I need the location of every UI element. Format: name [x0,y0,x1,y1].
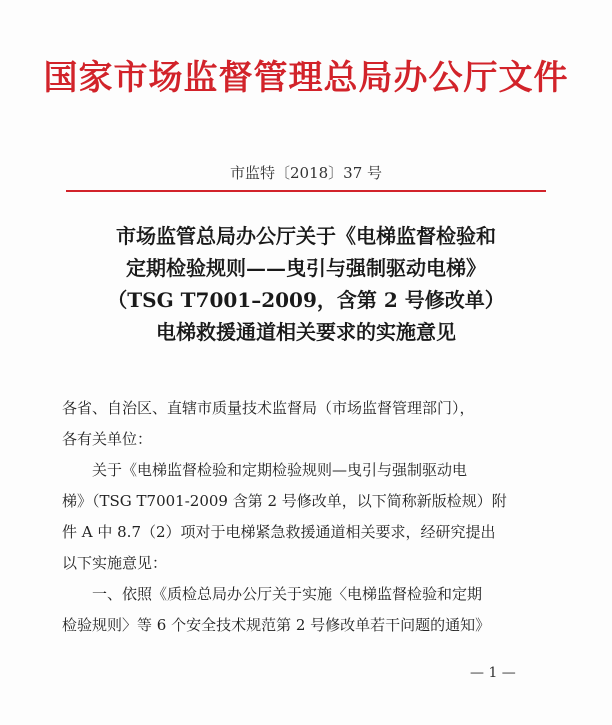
paragraph-line: 一、依照《质检总局办公厅关于实施〈电梯监督检验和定期 [92,585,483,603]
addressee-block [62,393,562,455]
title-line: 定期检验规则——曳引与强制驱动电梯》 [126,256,486,280]
document-title [0,220,612,348]
title-line: （TSG T7001–2009，含第 2 号修改单） [107,288,505,312]
paragraph-line: 关于《电梯监督检验和定期检验规则—曳引与强制驱动电 [92,461,468,479]
paragraph-line: 件 A 中 8.7（2）项对于电梯紧急救援通道相关要求，经研究提出 [62,523,496,541]
addressee-line: 各有关单位： [62,430,153,448]
agency-header-title: 国家市场监督管理总局办公厅文件 [43,58,569,98]
paragraph-line: 检验规则〉等 6 个安全技术规范第 2 号修改单若干问题的通知》 [62,616,491,634]
header-red-rule [66,190,546,192]
page-number: — 1 — [470,665,516,681]
title-line: 电梯救援通道相关要求的实施意见 [156,320,456,344]
document-number: 市监特〔2018〕37 号 [229,164,383,182]
paragraph-2 [62,579,562,641]
title-line: 市场监管总局办公厅关于《电梯监督检验和 [116,224,496,248]
paragraph-line: 梯》（TSG T7001-2009 含第 2 号修改单，以下简称新版检规）附 [62,492,507,510]
paragraph-line: 以下实施意见： [62,554,168,572]
paragraph-1 [62,455,562,579]
addressee-line: 各省、自治区、直辖市质量技术监督局（市场监督管理部门）， [62,399,475,417]
